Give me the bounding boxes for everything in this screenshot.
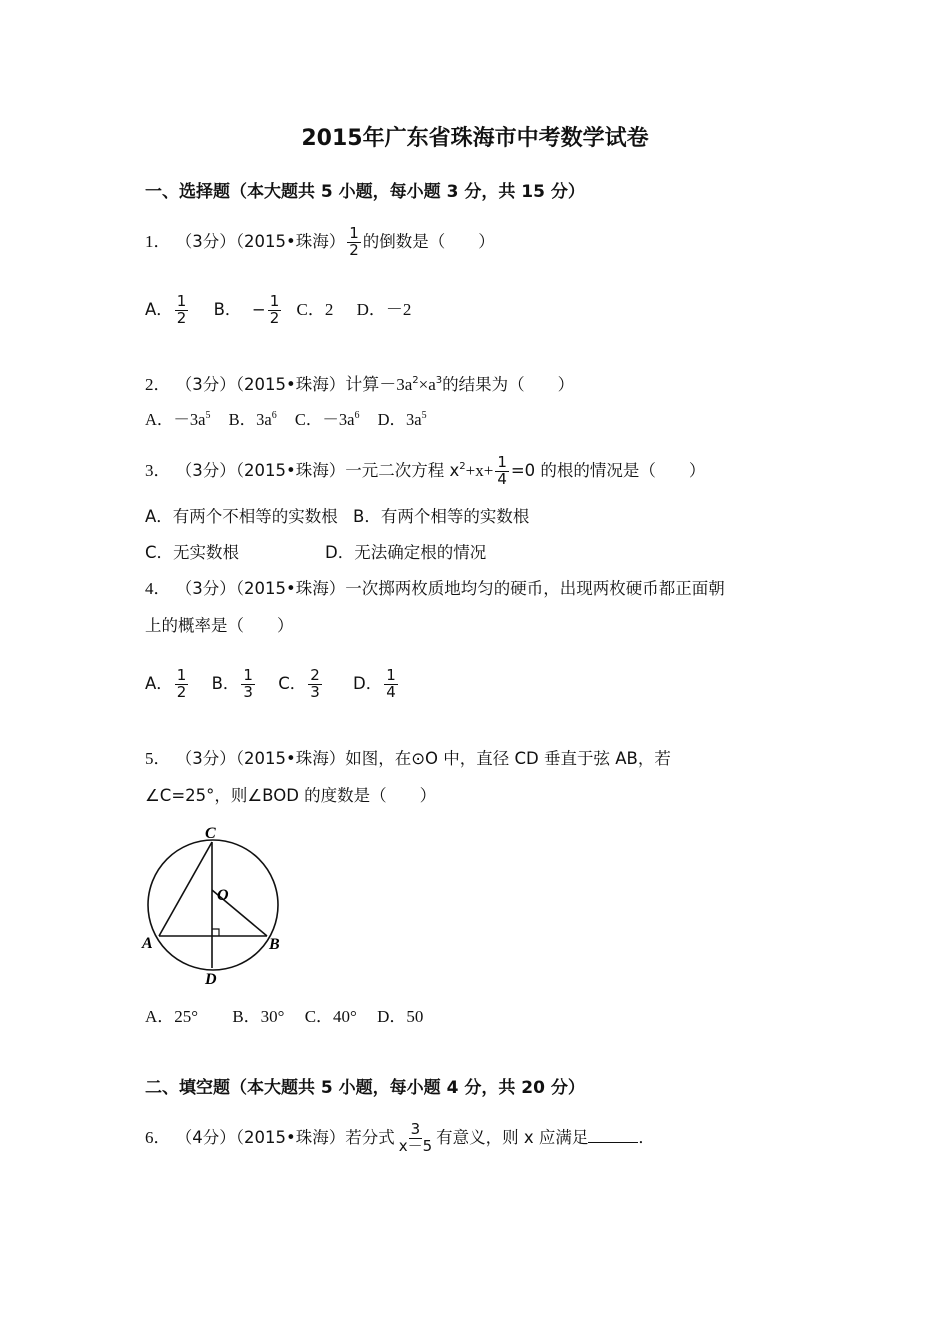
q4-option-d[interactable]: D． $\frac{1}{4}$ [353, 666, 396, 701]
q1-meta: （3分）（2015•珠海） [175, 231, 346, 251]
label-d: D [205, 971, 217, 988]
q1-option-c[interactable]: C．2 [296, 299, 334, 319]
q1-option-b[interactable]: B． − $\frac{1}{2}$ [213, 292, 280, 327]
q3-options-row2 [145, 545, 239, 562]
q5-option-a[interactable]: A．25° [145, 1007, 199, 1026]
q2-option-d[interactable]: D．$3a^5$ [377, 410, 427, 429]
question-6: 6． （4分）（2015•珠海）若分式 $\frac{3}{x-5}$ 有意义，则 x 应满足 ． [145, 1120, 655, 1155]
q4-option-c[interactable]: C． $\frac{2}{3}$ [278, 666, 320, 701]
q3-options-row1 [145, 509, 529, 526]
q2-options [145, 412, 427, 429]
q3-option-a[interactable]: A．有两个不相等的实数根 [145, 507, 338, 526]
section-2-heading: 二、填空题（本大题共 5 小题，每小题 4 分，共 20 分） [145, 1078, 585, 1098]
circle-o [148, 840, 278, 970]
q5-circle-figure [138, 822, 288, 990]
q3-fraction: $\frac{1}{4}$ [497, 453, 507, 488]
q4-option-a[interactable]: A． $\frac{1}{2}$ [145, 666, 187, 701]
q1-option-a[interactable]: A． $\frac{1}{2}$ [145, 292, 187, 327]
q1-option-d[interactable]: D．－2 [356, 299, 412, 319]
q2-option-b[interactable]: B．$3a^6$ [228, 410, 277, 429]
q4-option-b[interactable]: B． $\frac{1}{3}$ [211, 666, 253, 701]
q3-option-d[interactable]: D．无法确定根的情况 [325, 543, 487, 562]
q5-option-c[interactable]: C．40° [304, 1007, 357, 1026]
question-1 [145, 226, 495, 259]
q2-option-a[interactable]: A．$-3a^5$ [145, 410, 211, 429]
q5-option-b[interactable]: B．30° [232, 1007, 285, 1026]
question-4-line-1: 4． （3分）（2015•珠海）一次掷两枚质地均匀的硬币，出现两枚硬币都正面朝 [145, 579, 725, 598]
q4-options [145, 668, 400, 701]
q1-options [145, 294, 411, 327]
label-c: C [205, 825, 216, 842]
chord-ca [159, 842, 212, 936]
label-o: O [217, 887, 229, 904]
question-4-line-2: 上的概率是（ ） [145, 616, 294, 635]
q5-option-d[interactable]: D．50 [377, 1007, 424, 1026]
label-a: A [142, 935, 153, 952]
q3-option-c[interactable]: C．无实数根 [145, 543, 240, 562]
q1-text: 的倒数是（ ） [362, 231, 495, 251]
q1-fraction: $\frac{1}{2}$ [349, 224, 359, 259]
q1-number: 1． [145, 231, 171, 251]
label-b: B [269, 936, 280, 953]
question-3: 3． （3分）（2015•珠海）一元二次方程 $x^2+x+$ $\frac{1}{4}$ =0 的根的情况是（ ） [145, 453, 706, 488]
q6-answer-blank[interactable] [588, 1128, 638, 1143]
section-1-heading: 一、选择题（本大题共 5 小题，每小题 3 分，共 15 分） [145, 182, 585, 202]
q5-options [145, 1008, 423, 1025]
question-5-line-1: 5． （3分）（2015•珠海）如图，在⊙O 中，直径 CD 垂直于弦 AB，若 [145, 749, 671, 768]
q3-option-b[interactable]: B．有两个相等的实数根 [353, 507, 530, 526]
question-5-line-2: ∠C=25°，则∠BOD 的度数是（ ） [145, 786, 437, 805]
right-angle-mark [212, 929, 219, 936]
q6-fraction: $\frac{3}{x-5}$ [398, 1120, 433, 1155]
question-2: 2． （3分）（2015•珠海）计算$-3a^2\times a^3$的结果为（ ） [145, 375, 575, 394]
page-title: 2015年广东省珠海市中考数学试卷 [301, 126, 649, 151]
q2-option-c[interactable]: C．$-3a^6$ [294, 410, 360, 429]
